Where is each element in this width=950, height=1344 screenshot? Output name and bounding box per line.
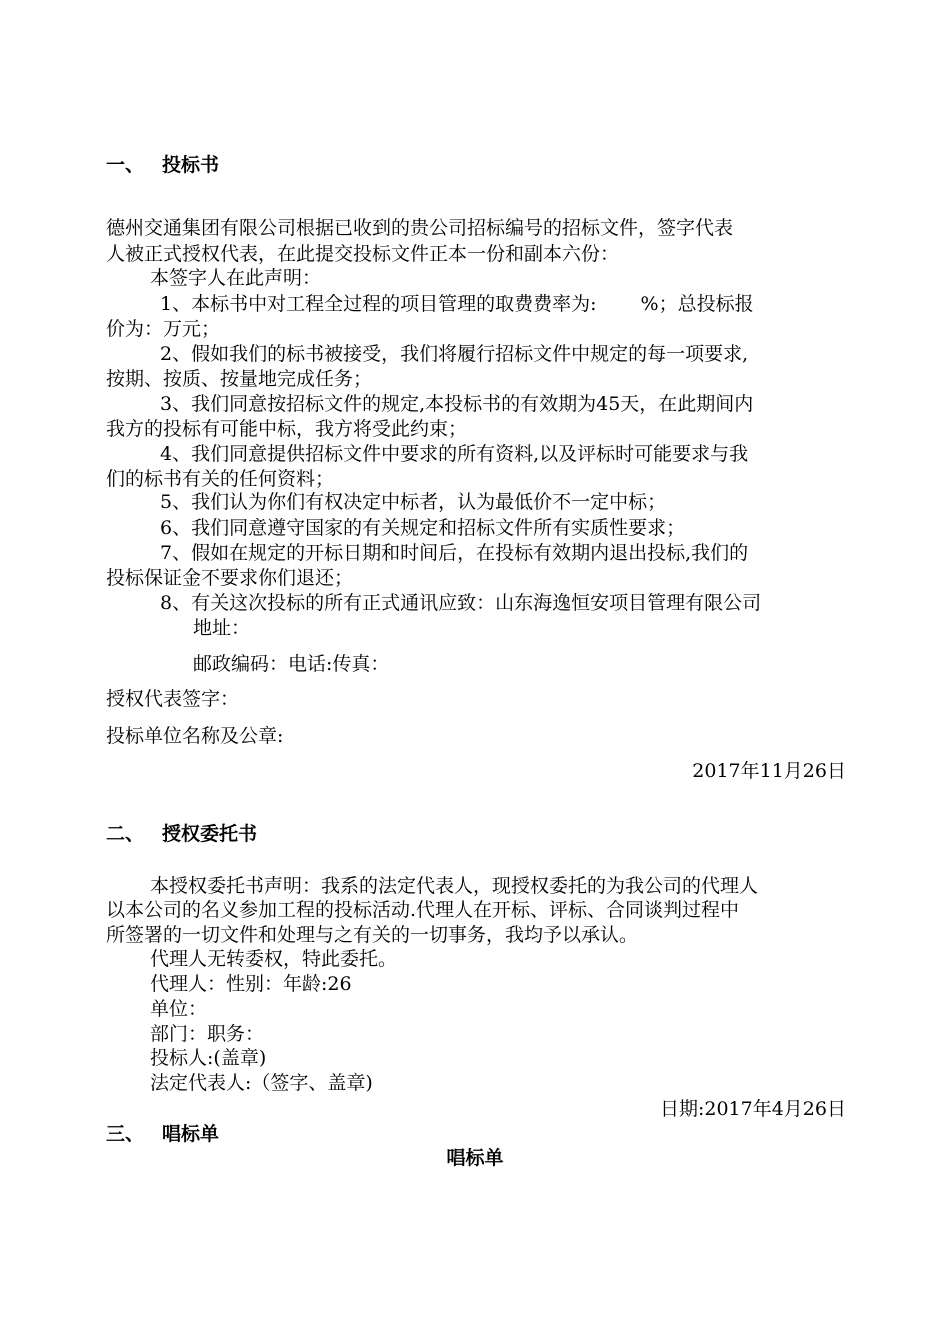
item2-line1: 2、假如我们的标书被接受，我们将履行招标文件中规定的每一项要求, [160, 343, 749, 365]
bidder-company-seal-label: 投标单位名称及公章: [106, 725, 284, 747]
section2-number: 二、 [106, 823, 145, 845]
section2-body-line1: 本授权委托书声明：我系的法定代表人，现授权委托的为我公司的代理人 [150, 875, 759, 897]
section1-intro-line2: 人被正式授权代表，在此提交投标文件正本一份和副本六份： [106, 243, 620, 265]
bidder-seal-label: 投标人:(盖章) [150, 1047, 267, 1069]
item3-line1: 3、我们同意按招标文件的规定,本投标书的有效期为45天，在此期间内 [160, 393, 754, 415]
section2-body-line2: 以本公司的名义参加工程的投标活动.代理人在开标、评标、合同谈判过程中 [106, 899, 740, 921]
item1-line2: 价为：万元； [106, 318, 221, 340]
section1-date: 2017年11月26日 [692, 760, 846, 782]
section2-date: 日期:2017年4月26日 [659, 1098, 846, 1120]
dept-position-label: 部门：职务： [150, 1023, 265, 1045]
item8: 8、有关这次投标的所有正式通讯应致：山东海逸恒安项目管理有限公司 [160, 592, 762, 614]
item3-line2: 我方的投标有可能中标，我方将受此约束； [106, 418, 468, 440]
item2-line2: 按期、按质、按量地完成任务； [106, 368, 373, 390]
no-transfer-statement: 代理人无转委权，特此委托。 [150, 948, 398, 970]
section3-number: 三、 [106, 1123, 145, 1145]
bid-opening-sheet-title: 唱标单 [446, 1147, 504, 1169]
item4-line2: 们的标书有关的任何资料； [106, 468, 335, 490]
item1-line1: 1、本标书中对工程全过程的项目管理的取费费率为: %；总投标报 [160, 293, 754, 315]
item5: 5、我们认为你们有权决定中标者，认为最低价不一定中标； [160, 491, 667, 513]
item7-line1: 7、假如在规定的开标日期和时间后，在投标有效期内退出投标,我们的 [160, 542, 749, 564]
unit-label: 单位： [150, 998, 208, 1020]
section2-body-line3: 所签署的一切文件和处理与之有关的一切事务，我均予以承认。 [106, 924, 639, 946]
section1-declare: 本签字人在此声明： [150, 267, 322, 289]
authorized-signature-label: 授权代表签字： [106, 688, 240, 710]
address-label: 地址： [193, 617, 251, 639]
section1-intro-line1: 德州交通集团有限公司根据已收到的贵公司招标编号的招标文件，签字代表 [106, 217, 734, 239]
agent-info-label: 代理人：性别：年龄:26 [150, 973, 352, 995]
legal-representative-label: 法定代表人:（签字、盖章) [150, 1072, 373, 1094]
section2-title: 授权委托书 [162, 823, 258, 845]
item7-line2: 投标保证金不要求你们退还； [106, 567, 354, 589]
section3-title: 唱标单 [162, 1123, 220, 1145]
section1-title: 投标书 [162, 154, 220, 176]
item4-line1: 4、我们同意提供招标文件中要求的所有资料,以及评标时可能要求与我 [160, 443, 749, 465]
postal-phone-fax-label: 邮政编码：电话:传真： [193, 653, 390, 675]
item6: 6、我们同意遵守国家的有关规定和招标文件所有实质性要求； [160, 517, 686, 539]
section1-number: 一、 [106, 154, 145, 176]
